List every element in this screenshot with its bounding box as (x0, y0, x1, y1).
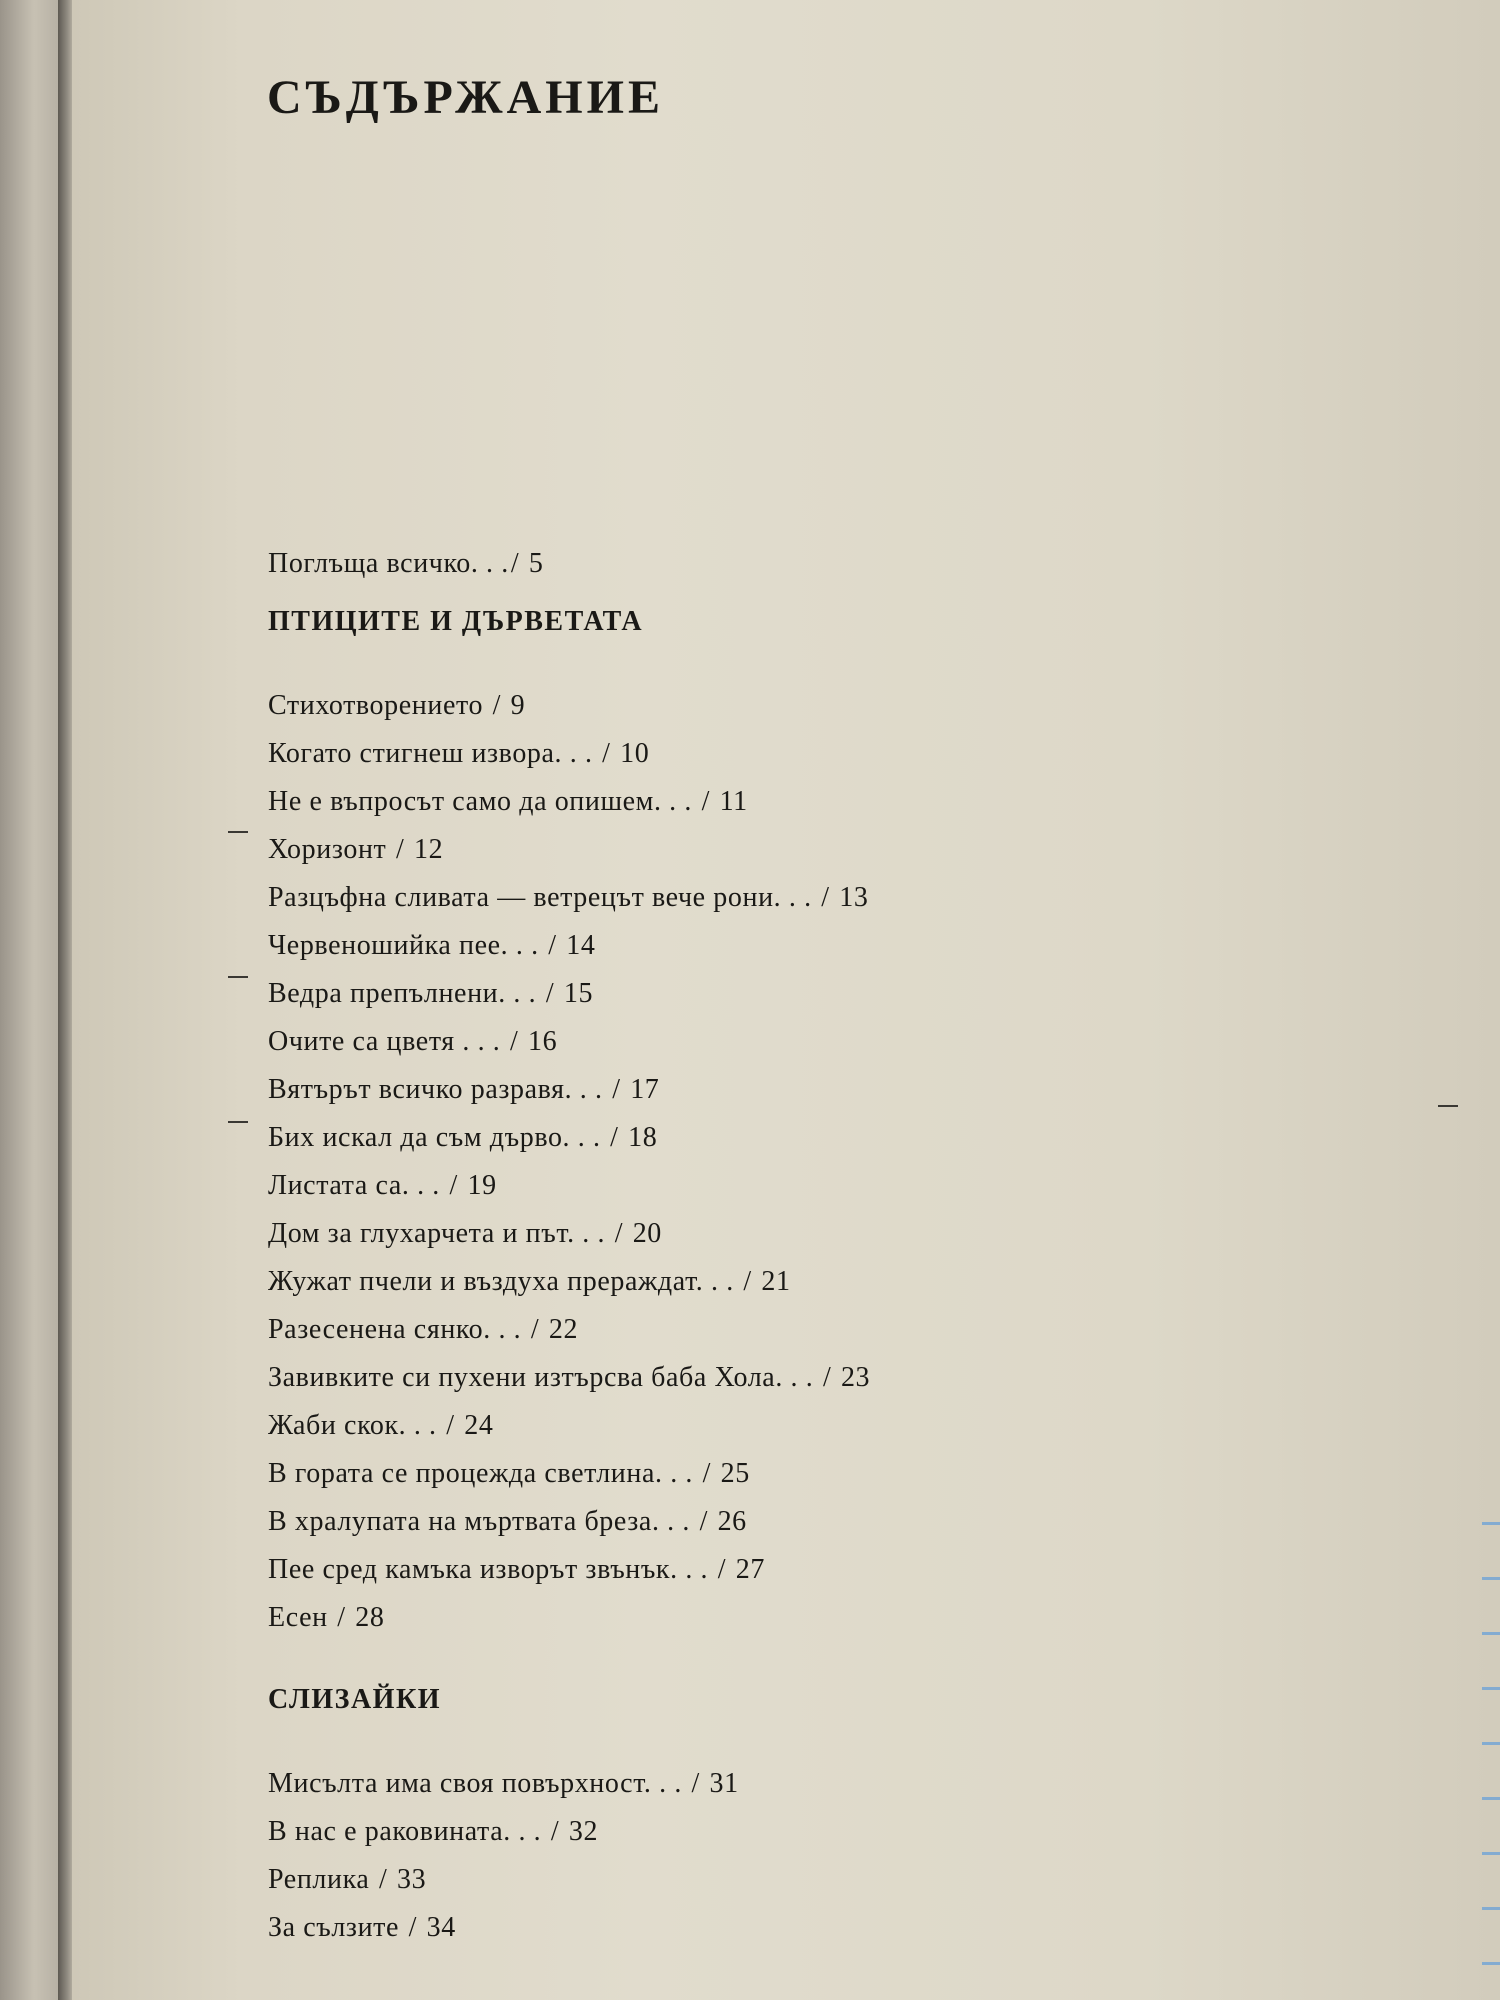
binding-mark (1438, 1105, 1458, 1107)
toc-entry[interactable] (268, 1594, 1168, 1642)
entry-page-number: 5 (528, 548, 544, 579)
facing-page-edge (0, 0, 62, 2000)
entry-page-number: 34 (426, 1912, 456, 1943)
entry-separator: / (602, 738, 611, 769)
entry-label: Дом за глухарчета и път. . . (268, 1218, 606, 1249)
entry-page-number: 27 (735, 1554, 765, 1585)
entry-separator: / (337, 1602, 346, 1633)
toc-entry[interactable] (268, 1498, 1168, 1546)
entry-label: В гората се процежда светлина. . . (268, 1458, 694, 1489)
toc-entry[interactable] (268, 1450, 1168, 1498)
entry-separator: / (702, 1458, 712, 1489)
section-heading-birds-and-trees: ПТИЦИТЕ И ДЪРВЕТАТА (268, 606, 644, 637)
entry-page-number: 21 (761, 1266, 791, 1297)
entry-page-number: 28 (355, 1602, 385, 1633)
entry-page-number: 32 (568, 1816, 599, 1847)
entry-label: Реплика (268, 1864, 370, 1895)
entry-page-number: 33 (397, 1864, 427, 1895)
entry-separator: / (530, 1314, 540, 1345)
entry-label: Пее сред камъка изворът звънък. . . (268, 1554, 709, 1585)
toc-entry[interactable] (268, 1306, 1168, 1354)
toc-entry[interactable] (268, 1402, 1168, 1450)
entry-page-number: 31 (709, 1768, 739, 1799)
entry-separator: / (492, 690, 502, 721)
entry-page-number: 18 (628, 1122, 658, 1153)
entry-separator: / (550, 1816, 560, 1847)
toc-entry[interactable] (268, 1760, 1168, 1808)
entry-page-number: 23 (840, 1362, 871, 1393)
toc-entry-intro[interactable] (268, 540, 1168, 588)
entry-page-number: 12 (413, 834, 444, 865)
entry-separator: / (509, 1026, 519, 1057)
entry-separator: / (510, 548, 520, 579)
toc-entry[interactable] (268, 1066, 1168, 1114)
entry-page-number: 19 (467, 1170, 497, 1201)
entry-label: Завивките си пухени изтърсва баба Хола. . . (268, 1362, 814, 1393)
section-entries-birds-and-trees (268, 682, 1168, 1642)
toc-entry[interactable] (268, 970, 1168, 1018)
entry-label: Листата са. . . (268, 1170, 440, 1201)
toc-entry[interactable] (268, 874, 1168, 922)
entry-page-number: 20 (632, 1218, 662, 1249)
toc-entry[interactable] (268, 1258, 1168, 1306)
toc-entry[interactable] (268, 1904, 1168, 1952)
entry-separator: / (408, 1912, 418, 1943)
entry-label: Есен (268, 1602, 328, 1633)
entry-label: Разцъфна сливата — ветрецът вече рони. . . (268, 882, 812, 913)
toc-entry[interactable] (268, 1808, 1168, 1856)
entry-page-number: 14 (566, 930, 596, 961)
toc-entry[interactable] (268, 1546, 1168, 1594)
entry-separator: / (691, 1768, 700, 1799)
binding-mark (228, 1121, 248, 1123)
entry-separator: / (446, 1410, 455, 1441)
entry-page-number: 22 (548, 1314, 579, 1345)
entry-label: За сълзите (268, 1912, 400, 1943)
page-title: СЪДЪРЖАНИЕ (267, 71, 664, 124)
toc-entry[interactable] (268, 826, 1168, 874)
toc-entry[interactable] (268, 1114, 1168, 1162)
entry-label: Ведра препълнени. . . (268, 978, 537, 1009)
entry-separator: / (449, 1170, 458, 1201)
entry-label: Бих искал да съм дърво. . . (268, 1122, 601, 1153)
toc-entry[interactable] (268, 1018, 1168, 1066)
toc-entry[interactable] (268, 1856, 1168, 1904)
entry-label: Очите са цветя . . . (268, 1026, 501, 1057)
toc-entry[interactable] (268, 730, 1168, 778)
entry-separator: / (610, 1122, 619, 1153)
entry-page-number: 25 (720, 1458, 750, 1489)
toc-entry[interactable] (268, 922, 1168, 970)
entry-label: Когато стигнеш извора. . . (268, 738, 593, 769)
entry-separator: / (395, 834, 405, 865)
table-of-contents (268, 540, 1168, 1952)
toc-entry[interactable] (268, 1354, 1168, 1402)
entry-page-number: 10 (620, 738, 650, 769)
entry-label: Хоризонт (268, 834, 387, 865)
entry-label: Разесенена сянко. . . (268, 1314, 522, 1345)
entry-label: В нас е раковината. . . (268, 1816, 542, 1847)
entry-separator: / (821, 882, 830, 913)
entry-label: Жужат пчели и въздуха прераждат. . . (268, 1266, 734, 1297)
entry-label: Не е въпросът само да опишем. . . (268, 786, 692, 817)
toc-entry[interactable] (268, 682, 1168, 730)
entry-separator: / (701, 786, 710, 817)
entry-page-number: 24 (464, 1410, 494, 1441)
section-entries-slizaiki (268, 1760, 1168, 1952)
entry-separator: / (614, 1218, 624, 1249)
lined-paper-edge (1482, 1470, 1500, 2000)
binding-mark (228, 831, 248, 833)
entry-page-number: 17 (630, 1074, 660, 1105)
section-heading-slizaiki: СЛИЗАЙКИ (268, 1684, 442, 1715)
entry-page-number: 16 (527, 1026, 558, 1057)
entry-label: Стихотворението (268, 690, 484, 721)
entry-page-number: 13 (839, 882, 869, 913)
entry-label: Мисълта има своя повърхност. . . (268, 1768, 682, 1799)
entry-separator: / (379, 1864, 388, 1895)
entry-label: Поглъща всичко. . . (268, 548, 509, 579)
entry-label: Вятърът всичко разравя. . . (268, 1074, 603, 1105)
entry-separator: / (548, 930, 557, 961)
entry-page-number: 9 (510, 690, 526, 721)
entry-separator: / (822, 1362, 832, 1393)
entry-label: Червеношийка пее. . . (268, 930, 539, 961)
entry-separator: / (545, 978, 555, 1009)
entry-separator: / (717, 1554, 727, 1585)
entry-label: Жаби скок. . . (268, 1410, 437, 1441)
toc-entry[interactable] (268, 1162, 1168, 1210)
entry-separator: / (699, 1506, 708, 1537)
entry-page-number: 11 (719, 786, 748, 817)
entry-separator: / (612, 1074, 621, 1105)
binding-mark (228, 976, 248, 978)
entry-page-number: 15 (563, 978, 594, 1009)
entry-page-number: 26 (717, 1506, 747, 1537)
entry-separator: / (743, 1266, 752, 1297)
entry-label: В хралупата на мъртвата бреза. . . (268, 1506, 690, 1537)
toc-entry[interactable] (268, 778, 1168, 826)
toc-entry[interactable] (268, 1210, 1168, 1258)
